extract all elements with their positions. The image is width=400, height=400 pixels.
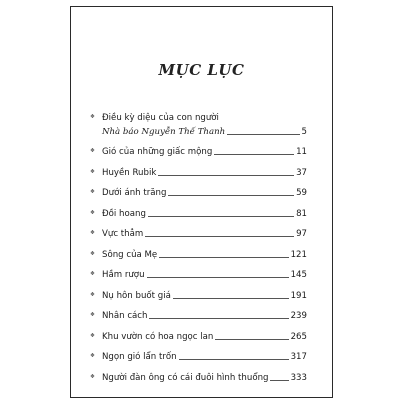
leader-line [158,175,294,176]
toc-entry [90,147,307,168]
toc-entry-page: 11 [296,147,307,157]
toc-entry-page: 81 [296,208,307,219]
toc-entry-page: 239 [290,311,307,321]
leader-line [168,195,294,196]
diamond-bullet-icon: ❖ [90,291,95,298]
toc-entry-page: 265 [290,331,307,342]
toc-entry-title: Huyền Rubik [102,167,157,178]
diamond-bullet-icon: ❖ [90,168,95,175]
leader-line [227,134,299,135]
toc-entry-title: Nhân cách [102,311,148,321]
leader-line [179,359,289,360]
leader-line [215,339,288,340]
diamond-bullet-icon: ❖ [90,209,95,216]
leader-line [159,257,288,258]
toc-entry-title: Dưới ánh trăng [102,188,167,198]
diamond-bullet-icon: ❖ [90,250,95,257]
diamond-bullet-icon: ❖ [90,353,95,359]
leader-line [147,277,289,278]
book-page [70,6,333,398]
diamond-bullet-icon: ❖ [90,189,95,195]
toc-entry-page: 145 [290,270,307,280]
toc-entry-title: Người đàn ông có cái đuôi hình thuổng [102,372,269,383]
toc-entry-page: 191 [290,290,307,301]
toc-entry [90,290,307,312]
toc-entry-page: 5 [301,127,307,137]
diamond-bullet-icon: ❖ [90,230,95,236]
leader-line [149,318,288,319]
toc-entry [90,229,307,250]
table-of-contents [90,113,307,393]
diamond-bullet-icon: ❖ [90,373,95,380]
diamond-bullet-icon: ❖ [90,271,95,277]
diamond-bullet-icon: ❖ [90,114,95,120]
leader-line [148,216,294,217]
toc-entry-page: 37 [296,167,307,178]
toc-entry [90,352,307,373]
leader-line [270,380,288,381]
toc-entry [90,188,307,209]
toc-entry-title: Vực thẳm [102,229,144,239]
toc-entry [90,113,307,147]
toc-entry-title: Hầm rượu [102,270,145,280]
toc-entry-page: 333 [290,372,307,383]
leader-line [214,154,294,155]
toc-entry [90,208,307,230]
toc-entry-author: Nhà báo Nguyễn Thế Thanh [102,127,226,137]
toc-entry-title: Đồi hoang [102,208,146,219]
toc-entry-page: 121 [290,249,307,260]
toc-entry-page: 317 [290,352,307,362]
toc-entry-page: 97 [296,229,307,239]
toc-entry-page: 59 [296,188,307,198]
toc-entry [90,331,307,353]
diamond-bullet-icon: ❖ [90,332,95,339]
toc-entry [90,167,307,189]
toc-entry-title: Nụ hôn buốt giá [102,290,171,301]
toc-entry [90,249,307,271]
toc-entry [90,270,307,291]
toc-entry-title: Khu vườn có hoa ngọc lan [102,331,214,342]
leader-line [173,298,289,299]
toc-entry-title: Sông của Mẹ [102,249,158,260]
toc-entry-title: Ngọn gió lẩn trốn [102,352,177,362]
toc-entry-title: Gió của những giấc mộng [102,147,213,157]
toc-entry [90,311,307,332]
diamond-bullet-icon: ❖ [90,148,95,154]
toc-entry [90,372,307,394]
page-title: MỤC LỤC [158,61,245,79]
leader-line [145,236,294,237]
diamond-bullet-icon: ❖ [90,312,95,318]
toc-entry-title: Điều kỳ diệu của con người [102,113,219,123]
